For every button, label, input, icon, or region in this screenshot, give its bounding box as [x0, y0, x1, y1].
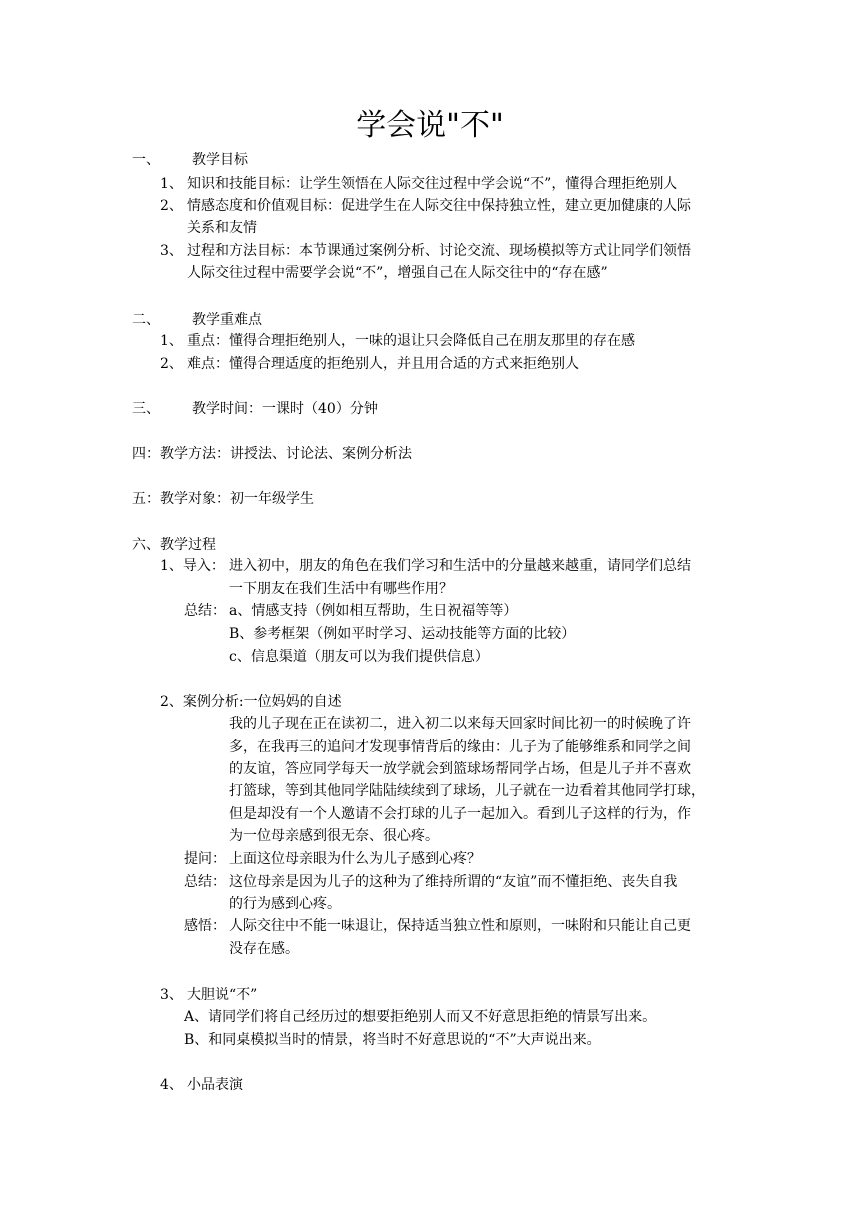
item-number: 1、 — [160, 333, 183, 349]
paragraph-line: 人际交往中不能一味退让，保持适当独立性和原则，一味附和只能让自己更 — [229, 918, 691, 934]
paragraph-line: 多，在我再三的追问才发现事情背后的缘由：儿子为了能够维系和同学之间 — [229, 739, 691, 755]
paragraph-line: 没存在感。 — [229, 941, 299, 957]
item-number: 3、 — [160, 987, 183, 1003]
item-heading: 小品表演 — [187, 1077, 243, 1093]
item-number: 1、 — [160, 176, 183, 192]
paragraph-line: 但是却没有一个人邀请不会打球的儿子一起加入。看到儿子这样的行为，作 — [229, 806, 691, 822]
paragraph-line: 难点：懂得合理适度的拒绝别人，并且用合适的方式来拒绝别人 — [187, 356, 579, 372]
paragraph-line: 打篮球，等到其他同学陆陆续续到了球场，儿子就在一边看着其他同学打球， — [229, 783, 705, 799]
section-heading: 教学目标 — [192, 152, 248, 168]
paragraph-line: 重点：懂得合理拒绝别人，一味的退让只会降低自己在朋友那里的存在感 — [187, 333, 635, 349]
list-item: A、请同学们将自己经历过的想要拒绝别人而又不好意思拒绝的情景写出来。 — [184, 1009, 657, 1025]
item-label: 2、案例分析:一位妈妈的自述 — [160, 694, 342, 710]
item-heading: 大胆说“不” — [187, 987, 258, 1003]
paragraph-line: 进入初中，朋友的角色在我们学习和生活中的分量越来越重，请同学们总结 — [229, 558, 691, 574]
paragraph-line: 的行为感到心疼。 — [229, 896, 341, 912]
section-heading: 六、教学过程 — [132, 537, 216, 553]
item-label: 总结： — [184, 603, 226, 619]
paragraph-line: 人际交往过程中需要学会说“不”，增强自己在人际交往中的“存在感” — [187, 265, 608, 281]
section-heading: 五：教学对象：初一年级学生 — [132, 491, 314, 507]
section-number: 一、 — [132, 152, 160, 168]
paragraph-line: 为一位母亲感到很无奈、很心疼。 — [229, 828, 439, 844]
list-item: B、参考框架（例如平时学习、运动技能等方面的比较） — [229, 626, 576, 642]
section-heading: 教学时间：一课时（40）分钟 — [192, 401, 378, 417]
section-heading: 四：教学方法：讲授法、讨论法、案例分析法 — [132, 446, 412, 462]
item-label: 感悟： — [184, 918, 226, 934]
list-item: c、信息渠道（朋友可以为我们提供信息） — [229, 649, 489, 665]
section-heading: 教学重难点 — [192, 312, 262, 328]
section-number: 三、 — [132, 401, 160, 417]
paragraph-line: 一下朋友在我们生活中有哪些作用？ — [229, 581, 453, 597]
item-number: 2、 — [160, 198, 183, 214]
document-title: 学会说"不" — [356, 108, 504, 143]
item-number: 4、 — [160, 1077, 183, 1093]
item-label: 1、导入： — [160, 558, 225, 574]
paragraph-line: 的友谊，答应同学每天一放学就会到篮球场帮同学占场，但是儿子并不喜欢 — [229, 761, 691, 777]
paragraph-line: 情感态度和价值观目标：促进学生在人际交往中保持独立性，建立更加健康的人际 — [187, 198, 691, 214]
paragraph-line: 关系和友情 — [187, 220, 257, 236]
item-number: 2、 — [160, 356, 183, 372]
item-number: 3、 — [160, 243, 183, 259]
item-label: 提问： — [184, 851, 226, 867]
paragraph-line: 过程和方法目标：本节课通过案例分析、讨论交流、现场模拟等方式让同学们领悟 — [187, 243, 691, 259]
section-number: 二、 — [132, 312, 160, 328]
paragraph-line: 上面这位母亲眼为什么为儿子感到心疼？ — [229, 851, 481, 867]
paragraph-line: 这位母亲是因为儿子的这种为了维持所谓的“友谊”而不懂拒绝、丧失自我 — [229, 874, 678, 890]
list-item: B、和同桌模拟当时的情景，将当时不好意思说的“不”大声说出来。 — [184, 1032, 601, 1048]
item-label: 总结： — [184, 874, 226, 890]
paragraph-line: 我的儿子现在正在读初二，进入初二以来每天回家时间比初一的时候晚了许 — [229, 716, 691, 732]
paragraph-line: 知识和技能目标：让学生领悟在人际交往过程中学会说“不”，懂得合理拒绝别人 — [187, 176, 678, 192]
list-item: a、情感支持（例如相互帮助，生日祝福等等） — [229, 603, 518, 619]
